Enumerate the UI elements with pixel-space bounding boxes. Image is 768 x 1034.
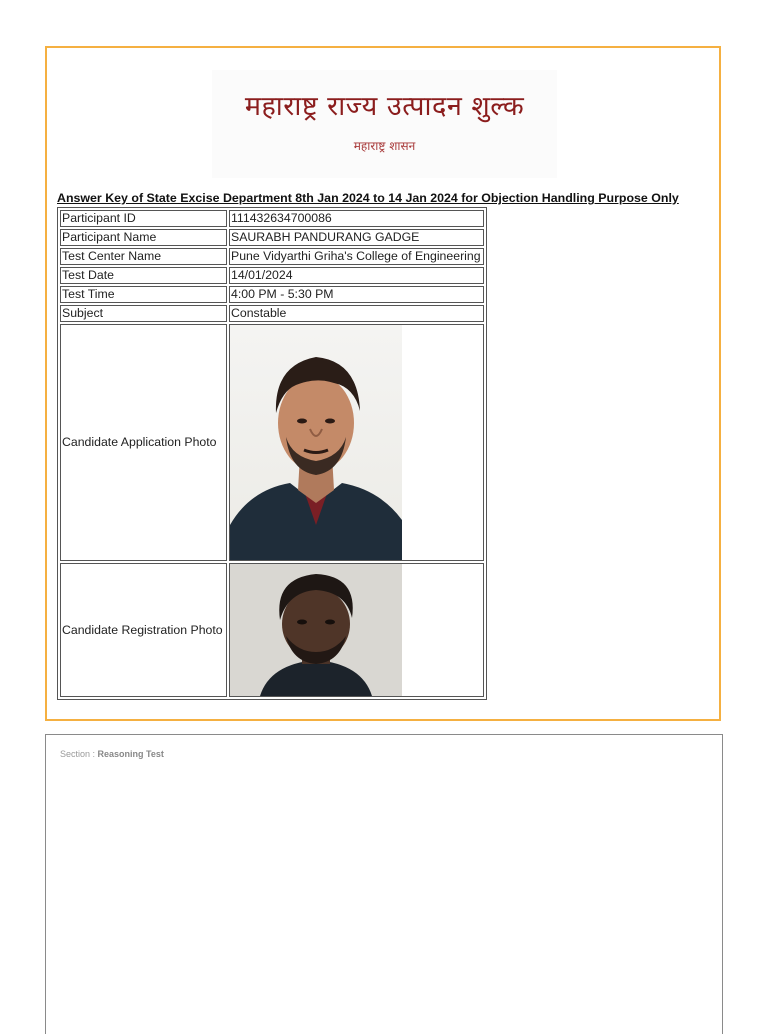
department-logo-banner — [212, 70, 557, 178]
application-photo-cell — [229, 324, 484, 561]
table-row — [60, 267, 484, 284]
table-row — [60, 324, 484, 561]
section-panel — [45, 734, 723, 1034]
test-date-label: Test Date — [60, 267, 227, 284]
test-time-label: Test Time — [60, 286, 227, 303]
table-row — [60, 563, 484, 697]
test-date-value: 14/01/2024 — [229, 267, 484, 284]
test-center-value: Pune Vidyarthi Griha's College of Engineering — [229, 248, 484, 265]
government-name: महाराष्ट्र शासन — [353, 139, 416, 153]
section-label — [60, 749, 164, 759]
subject-label: Subject — [60, 305, 227, 322]
answer-key-heading: Answer Key of State Excise Department 8th Jan 2024 to 14 Jan 2024 for Objection Handling Purpose Only — [57, 191, 679, 205]
participant-id-value: 111432634700086 — [229, 210, 484, 227]
registration-photo-cell — [229, 563, 484, 697]
table-row — [60, 305, 484, 322]
test-time-value: 4:00 PM - 5:30 PM — [229, 286, 484, 303]
participant-name-label: Participant Name — [60, 229, 227, 246]
candidate-details-table — [57, 207, 487, 700]
table-row — [60, 229, 484, 246]
section-prefix: Section : — [60, 749, 98, 759]
test-center-label: Test Center Name — [60, 248, 227, 265]
candidate-registration-photo — [230, 564, 402, 696]
candidate-application-photo — [230, 325, 402, 560]
table-row — [60, 248, 484, 265]
table-row — [60, 286, 484, 303]
subject-value: Constable — [229, 305, 484, 322]
registration-photo-label: Candidate Registration Photo — [60, 563, 227, 697]
participant-id-label: Participant ID — [60, 210, 227, 227]
participant-name-value: SAURABH PANDURANG GADGE — [229, 229, 484, 246]
table-row — [60, 210, 484, 227]
application-photo-label: Candidate Application Photo — [60, 324, 227, 561]
department-name: महाराष्ट्र राज्य उत्पादन शुल्क — [244, 91, 525, 122]
candidate-info-card — [45, 46, 721, 721]
section-name: Reasoning Test — [97, 749, 164, 759]
